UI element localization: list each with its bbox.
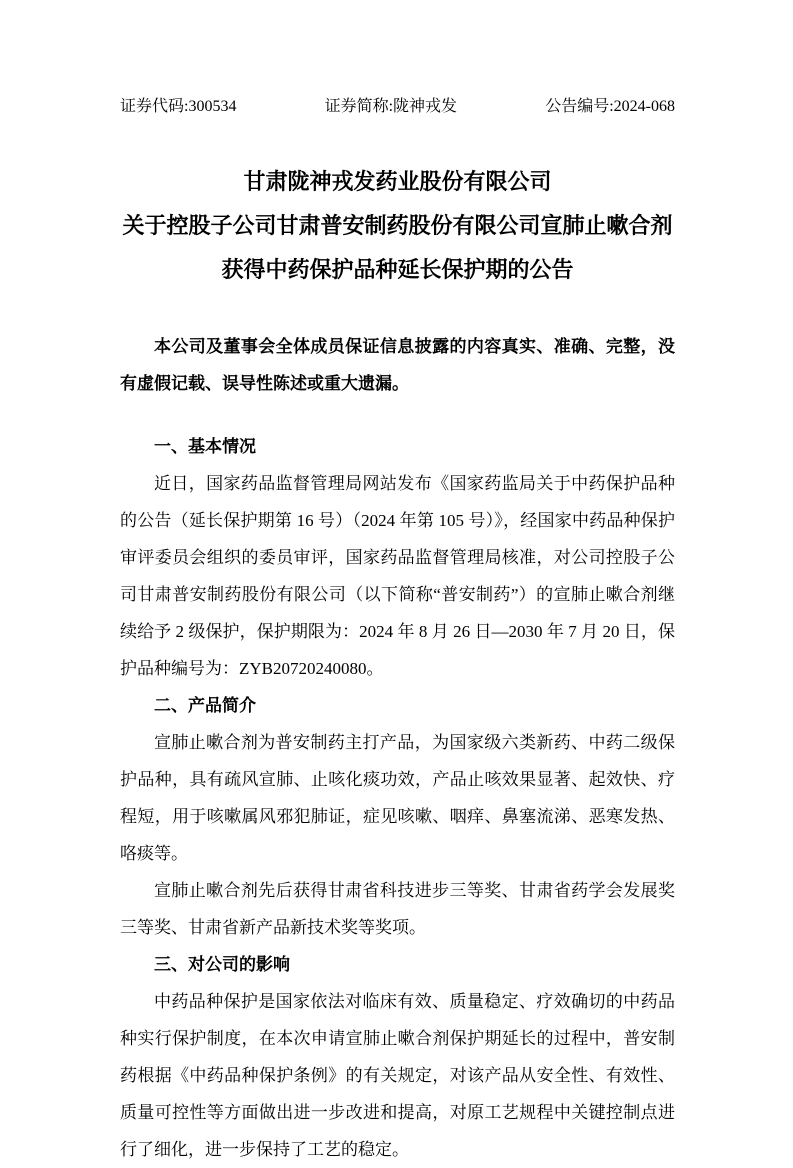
section-heading-3: 三、对公司的影响: [154, 955, 290, 974]
section-1-paragraph-1: 近日，国家药品监督管理局网站发布《国家药监局关于中药保护品种的公告（延长保护期第 16 号）（2024 年第 105 号）》，经国家中药品种保护审评委员会组织的委员审评，国家药品监督管理局核准，对公司控股子公司甘肃普安制药股份有限公司（以下简称“普安制药”）的宣肺止嗽合剂继续给予 2 级保护，保护期限为：2024 年 8 月 26 日—2030 年 7 月 20 日，保护品种编号为：ZYB20720240080。: [120, 474, 675, 678]
document-header: [120, 96, 675, 118]
announcement-number: 公告编号:2024-068: [545, 98, 675, 115]
title-line-company: 甘肃陇神戎发药业股份有限公司: [243, 169, 552, 194]
section-company-impact: [120, 946, 675, 1168]
board-declaration: 本公司及董事会全体成员保证信息披露的内容真实、准确、完整，没有虚假记载、误导性陈述或重大遗漏。: [120, 337, 675, 393]
section-2-paragraph-2: 宣肺止嗽合剂先后获得甘肃省科技进步三等奖、甘肃省药学会发展奖三等奖、甘肃省新产品新技术奖等奖项。: [120, 881, 675, 937]
section-product-intro: [120, 687, 675, 946]
document-title: [120, 160, 675, 292]
stock-code: 证券代码:300534: [120, 98, 237, 115]
title-line-subject: 关于控股子公司甘肃普安制药股份有限公司宣肺止嗽合剂: [122, 213, 673, 238]
title-line-topic: 获得中药保护品种延长保护期的公告: [221, 257, 574, 282]
section-basic-situation: [120, 428, 675, 687]
section-heading-1: 一、基本情况: [154, 437, 256, 456]
stock-abbreviation: 证券简称:陇神戎发: [324, 98, 458, 115]
section-2-paragraph-1: 宣肺止嗽合剂为普安制药主打产品，为国家级六类新药、中药二级保护品种，具有疏风宣肺、止咳化痰功效，产品止咳效果显著、起效快、疗程短，用于咳嗽属风邪犯肺证，症见咳嗽、咽痒、鼻塞流涕、恶寒发热、咯痰等。: [120, 733, 675, 863]
section-3-paragraph-1: 中药品种保护是国家依法对临床有效、质量稳定、疗效确切的中药品种实行保护制度，在本次申请宣肺止嗽合剂保护期延长的过程中，普安制药根据《中药品种保护条例》的有关规定，对该产品从安全性、有效性、质量可控性等方面做出进一步改进和提高，对原工艺规程中关键控制点进行了细化，进一步保持了工艺的稳定。: [120, 992, 675, 1159]
section-heading-2: 二、产品简介: [154, 696, 256, 715]
